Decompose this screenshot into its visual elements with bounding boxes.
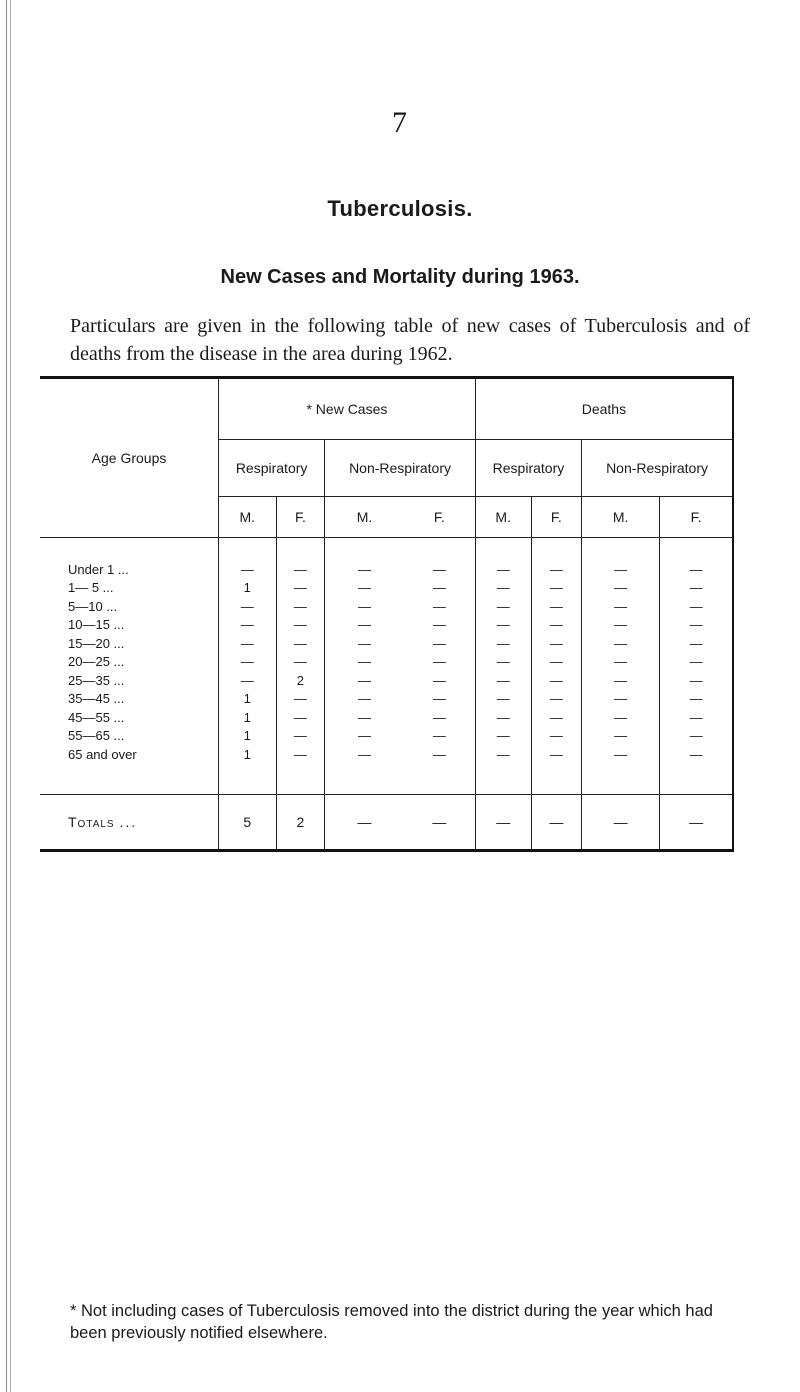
value-cell: — [325,745,404,794]
new-nonresp-f-header: F. [404,497,475,538]
value-cell: — [531,597,581,616]
value-cell: — [325,671,404,690]
value-cell: — [325,708,404,727]
value-cell: — [660,671,733,690]
value-cell: — [660,538,733,579]
value-cell: — [475,538,531,579]
footnote: * Not including cases of Tuberculosis removed into the district during the year which had been previously notified elsewhere. [70,1302,713,1342]
value-cell: — [475,690,531,709]
value-cell: — [582,727,660,746]
value-cell: — [660,616,733,635]
new-resp-f-header: F. [276,497,325,538]
value-cell: — [660,579,733,598]
value-cell: — [660,690,733,709]
deaths-nonresp-f-header: F. [660,497,733,538]
totals-cell: — [531,794,581,850]
value-cell: — [276,690,325,709]
value-cell: — [276,634,325,653]
value-cell: — [582,538,660,579]
value-cell: — [325,634,404,653]
new-non-respiratory-header: Non-Respiratory [325,440,476,497]
value-cell: — [219,538,277,579]
value-cell: — [276,616,325,635]
totals-row [40,794,733,850]
table-row [40,690,733,709]
value-cell: — [582,671,660,690]
value-cell: — [432,654,446,670]
value-cell: — [660,634,733,653]
value-cell: 1 [219,745,277,794]
value-cell: — [660,727,733,746]
age-group-cell: 65 and over [68,746,137,762]
new-resp-m-header: M. [219,497,277,538]
new-cases-header: * New Cases [219,378,476,440]
value-cell: — [660,653,733,672]
value-cell: — [531,579,581,598]
value-cell: — [531,708,581,727]
value-cell: — [276,579,325,598]
value-cell: — [276,653,325,672]
value-cell: — [432,580,446,596]
value-cell: — [325,579,404,598]
totals-label-text: Totals [68,813,115,830]
value-cell: — [582,597,660,616]
page-number: 7 [392,106,407,139]
deaths-resp-m-header: M. [475,497,531,538]
age-group-cell: 20—25 ... [68,654,125,670]
value-cell: — [219,616,277,635]
value-cell: — [276,727,325,746]
table-row [40,708,733,727]
value-cell: 2 [276,671,325,690]
table-row [40,653,733,672]
value-cell: — [475,671,531,690]
value-cell: — [531,634,581,653]
deaths-nonresp-m-header: M. [582,497,660,538]
value-cell: — [432,598,446,614]
totals-cell: 5 [219,794,277,850]
age-group-cell: 5—10 ... [68,598,118,614]
value-cell: — [325,538,404,579]
value-cell: — [531,653,581,672]
totals-cell: 2 [276,794,325,850]
totals-cell: — [475,794,531,850]
value-cell: — [219,634,277,653]
table-row [40,634,733,653]
value-cell: — [219,653,277,672]
value-cell: — [432,746,446,762]
table-row [40,579,733,598]
value-cell: — [531,671,581,690]
value-cell: — [432,691,446,707]
new-respiratory-header: Respiratory [219,440,325,497]
totals-cell: — [325,794,404,850]
tuberculosis-table [40,376,734,852]
value-cell: — [475,634,531,653]
deaths-header: Deaths [475,378,733,440]
value-cell: — [219,671,277,690]
table-row [40,745,733,794]
age-group-cell: 55—65 ... [68,728,125,744]
value-cell: 1 [219,579,277,598]
value-cell: — [276,597,325,616]
value-cell: — [325,616,404,635]
page-title: Tuberculosis. [327,196,473,221]
table-row [40,597,733,616]
page-subtitle: New Cases and Mortality during 1963. [220,266,580,288]
deaths-non-respiratory-header: Non-Respiratory [582,440,733,497]
value-cell: — [660,708,733,727]
table-row [40,616,733,635]
value-cell: — [325,690,404,709]
age-group-cell: 35—45 ... [68,691,125,707]
value-cell: — [432,672,446,688]
table-row [40,538,733,579]
value-cell: — [531,745,581,794]
age-group-cell: 10—15 ... [68,617,125,633]
value-cell: — [660,597,733,616]
value-cell: — [531,616,581,635]
intro-paragraph: Particulars are given in the following table of new cases of Tuberculosis and of deaths from the disease in the area during 1962. [70,315,750,365]
age-group-cell: 15—20 ... [68,635,125,651]
value-cell: — [432,635,446,651]
value-cell: — [531,690,581,709]
value-cell: 1 [219,727,277,746]
age-group-cell: Under 1 ... [68,561,129,577]
value-cell: — [475,745,531,794]
deaths-respiratory-header: Respiratory [475,440,581,497]
age-group-cell: 25—35 ... [68,672,125,688]
value-cell: — [432,728,446,744]
age-group-cell: 45—55 ... [68,709,125,725]
value-cell: — [432,617,446,633]
value-cell: — [475,597,531,616]
value-cell: — [531,727,581,746]
totals-cell: — [660,794,733,850]
value-cell: — [276,538,325,579]
value-cell: — [276,708,325,727]
value-cell: — [325,597,404,616]
value-cell: 1 [219,708,277,727]
value-cell: — [276,745,325,794]
value-cell: — [582,616,660,635]
value-cell: — [219,597,277,616]
value-cell: — [582,708,660,727]
value-cell: — [475,653,531,672]
value-cell: — [475,579,531,598]
value-cell: — [660,745,733,794]
table-row [40,671,733,690]
value-cell: — [432,561,446,577]
value-cell: — [475,616,531,635]
totals-cell: — [404,794,475,850]
value-cell: — [582,634,660,653]
value-cell: — [582,579,660,598]
deaths-resp-f-header: F. [531,497,581,538]
value-cell: — [582,745,660,794]
value-cell: 1 [219,690,277,709]
value-cell: — [325,727,404,746]
age-group-cell: 1— 5 ... [68,580,114,596]
value-cell: — [531,538,581,579]
totals-label [40,794,219,850]
value-cell: — [325,653,404,672]
age-groups-header: Age Groups [40,378,219,538]
value-cell: — [475,727,531,746]
table-row [40,727,733,746]
value-cell: — [582,653,660,672]
totals-cell: — [582,794,660,850]
totals-dots: ... [119,813,138,830]
value-cell: — [582,690,660,709]
value-cell: — [432,709,446,725]
value-cell: — [475,708,531,727]
new-nonresp-m-header: M. [325,497,404,538]
